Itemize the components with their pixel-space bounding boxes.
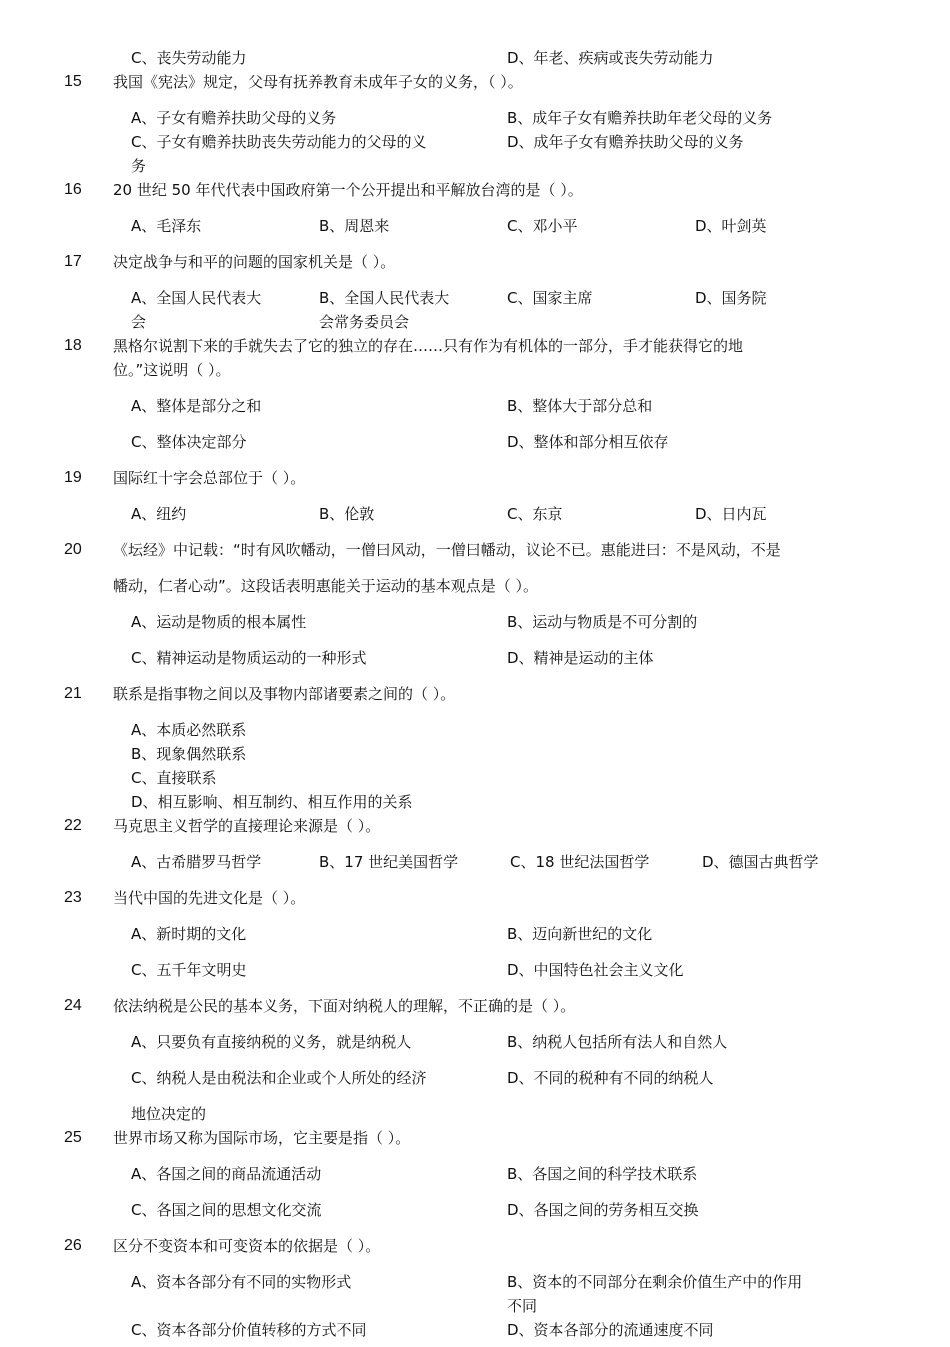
- q23-option-d: D、中国特色社会主义文化: [507, 961, 684, 979]
- q19-option-b: B、伦敦: [319, 505, 375, 523]
- q25-option-a: A、各国之间的商品流通活动: [131, 1165, 322, 1183]
- q24-option-b: B、纳税人包括所有法人和自然人: [507, 1033, 728, 1051]
- q24-stem: 依法纳税是公民的基本义务，下面对纳税人的理解，不正确的是（ ）。: [113, 997, 576, 1015]
- q17-option-b: B、全国人民代表大: [319, 289, 450, 307]
- q16-option-a: A、毛泽东: [131, 217, 202, 235]
- q15-option-b: B、成年子女有赡养扶助年老父母的义务: [507, 109, 773, 127]
- q18-option-b: B、整体大于部分总和: [507, 397, 653, 415]
- q21-number: 21: [64, 685, 82, 702]
- q25-number: 25: [64, 1129, 82, 1146]
- q24-option-c-wrap: 地位决定的: [131, 1105, 207, 1123]
- q22-stem: 马克思主义哲学的直接理论来源是（ ）。: [113, 817, 381, 835]
- q23-option-c: C、五千年文明史: [131, 961, 247, 979]
- q26-option-b: B、资本的不同部分在剩余价值生产中的作用: [507, 1273, 803, 1291]
- q26-option-c: C、资本各部分价值转移的方式不同: [131, 1321, 367, 1339]
- q21-stem: 联系是指事物之间以及事物内部诸要素之间的（ ）。: [113, 685, 456, 703]
- q23-stem: 当代中国的先进文化是（ ）。: [113, 889, 306, 907]
- q16-option-c: C、邓小平: [507, 217, 578, 235]
- q17-stem: 决定战争与和平的问题的国家机关是（ ）。: [113, 253, 396, 271]
- q19-option-a: A、纽约: [131, 505, 187, 523]
- q19-number: 19: [64, 469, 82, 486]
- q24-option-c: C、纳税人是由税法和企业或个人所处的经济: [131, 1069, 427, 1087]
- q25-option-d: D、各国之间的劳务相互交换: [507, 1201, 699, 1219]
- q14-option-c: C、丧失劳动能力: [131, 49, 247, 67]
- q21-option-a: A、本质必然联系: [131, 721, 247, 739]
- q15-option-a: A、子女有赡养扶助父母的义务: [131, 109, 337, 127]
- q18-option-a: A、整体是部分之和: [131, 397, 262, 415]
- q17-option-c: C、国家主席: [507, 289, 593, 307]
- q19-option-d: D、日内瓦: [695, 505, 767, 523]
- q26-number: 26: [64, 1237, 82, 1254]
- q16-option-d: D、叶剑英: [695, 217, 767, 235]
- q25-option-c: C、各国之间的思想文化交流: [131, 1201, 322, 1219]
- q17-option-d: D、国务院: [695, 289, 767, 307]
- q17-option-a: A、全国人民代表大: [131, 289, 262, 307]
- q26-stem: 区分不变资本和可变资本的依据是（ ）。: [113, 1237, 381, 1255]
- q24-option-d: D、不同的税种有不同的纳税人: [507, 1069, 714, 1087]
- q26-option-d: D、资本各部分的流通速度不同: [507, 1321, 714, 1339]
- q15-option-d: D、成年子女有赡养扶助父母的义务: [507, 133, 744, 151]
- q18-option-d: D、整体和部分相互依存: [507, 433, 669, 451]
- q20-option-d: D、精神是运动的主体: [507, 649, 654, 667]
- q23-option-a: A、新时期的文化: [131, 925, 247, 943]
- q17-option-a-wrap: 会: [131, 313, 147, 331]
- q22-option-a: A、古希腊罗马哲学: [131, 853, 262, 871]
- q20-stem-wrap: 幡动，仁者心动”。这段话表明惠能关于运动的基本观点是（ ）。: [113, 577, 539, 595]
- q17-number: 17: [64, 253, 82, 270]
- q15-option-c-wrap: 务: [131, 157, 147, 175]
- q16-stem: 20 世纪 50 年代代表中国政府第一个公开提出和平解放台湾的是（ ）。: [113, 181, 583, 199]
- q25-option-b: B、各国之间的科学技术联系: [507, 1165, 698, 1183]
- q26-option-a: A、资本各部分有不同的实物形式: [131, 1273, 352, 1291]
- q23-option-b: B、迈向新世纪的文化: [507, 925, 653, 943]
- q15-stem: 我国《宪法》规定，父母有抚养教育未成年子女的义务，（ ）。: [113, 73, 523, 91]
- q22-option-c: C、18 世纪法国哲学: [510, 853, 650, 871]
- q16-number: 16: [64, 181, 82, 198]
- q24-number: 24: [64, 997, 82, 1014]
- q18-option-c: C、整体决定部分: [131, 433, 247, 451]
- q19-option-c: C、东京: [507, 505, 563, 523]
- q23-number: 23: [64, 889, 82, 906]
- q20-option-a: A、运动是物质的根本属性: [131, 613, 307, 631]
- q22-option-d: D、德国古典哲学: [702, 853, 819, 871]
- q21-option-d: D、相互影响、相互制约、相互作用的关系: [131, 793, 413, 811]
- q25-stem: 世界市场又称为国际市场，它主要是指（ ）。: [113, 1129, 411, 1147]
- q20-option-b: B、运动与物质是不可分割的: [507, 613, 698, 631]
- q22-option-b: B、17 世纪美国哲学: [319, 853, 459, 871]
- q16-option-b: B、周恩来: [319, 217, 390, 235]
- q24-option-a: A、只要负有直接纳税的义务，就是纳税人: [131, 1033, 412, 1051]
- q26-option-b-wrap: 不同: [507, 1297, 538, 1315]
- q18-stem: 黑格尔说割下来的手就失去了它的独立的存在……只有作为有机体的一部分，手才能获得它的地: [113, 337, 744, 355]
- q22-number: 22: [64, 817, 82, 834]
- q21-option-b: B、现象偶然联系: [131, 745, 247, 763]
- q18-stem-wrap: 位。”这说明（ ）。: [113, 361, 231, 379]
- q18-number: 18: [64, 337, 82, 354]
- q21-option-c: C、直接联系: [131, 769, 217, 787]
- q19-stem: 国际红十字会总部位于（ ）。: [113, 469, 306, 487]
- q20-stem: 《坛经》中记载：“时有风吹幡动，一僧曰风动，一僧曰幡动，议论不已。惠能进曰：不是风动，不是: [113, 541, 781, 559]
- q15-number: 15: [64, 73, 82, 90]
- q20-number: 20: [64, 541, 82, 558]
- q20-option-c: C、精神运动是物质运动的一种形式: [131, 649, 367, 667]
- q15-option-c: C、子女有赡养扶助丧失劳动能力的父母的义: [131, 133, 427, 151]
- q17-option-b-wrap: 会常务委员会: [319, 313, 410, 331]
- q14-option-d: D、年老、疾病或丧失劳动能力: [507, 49, 714, 67]
